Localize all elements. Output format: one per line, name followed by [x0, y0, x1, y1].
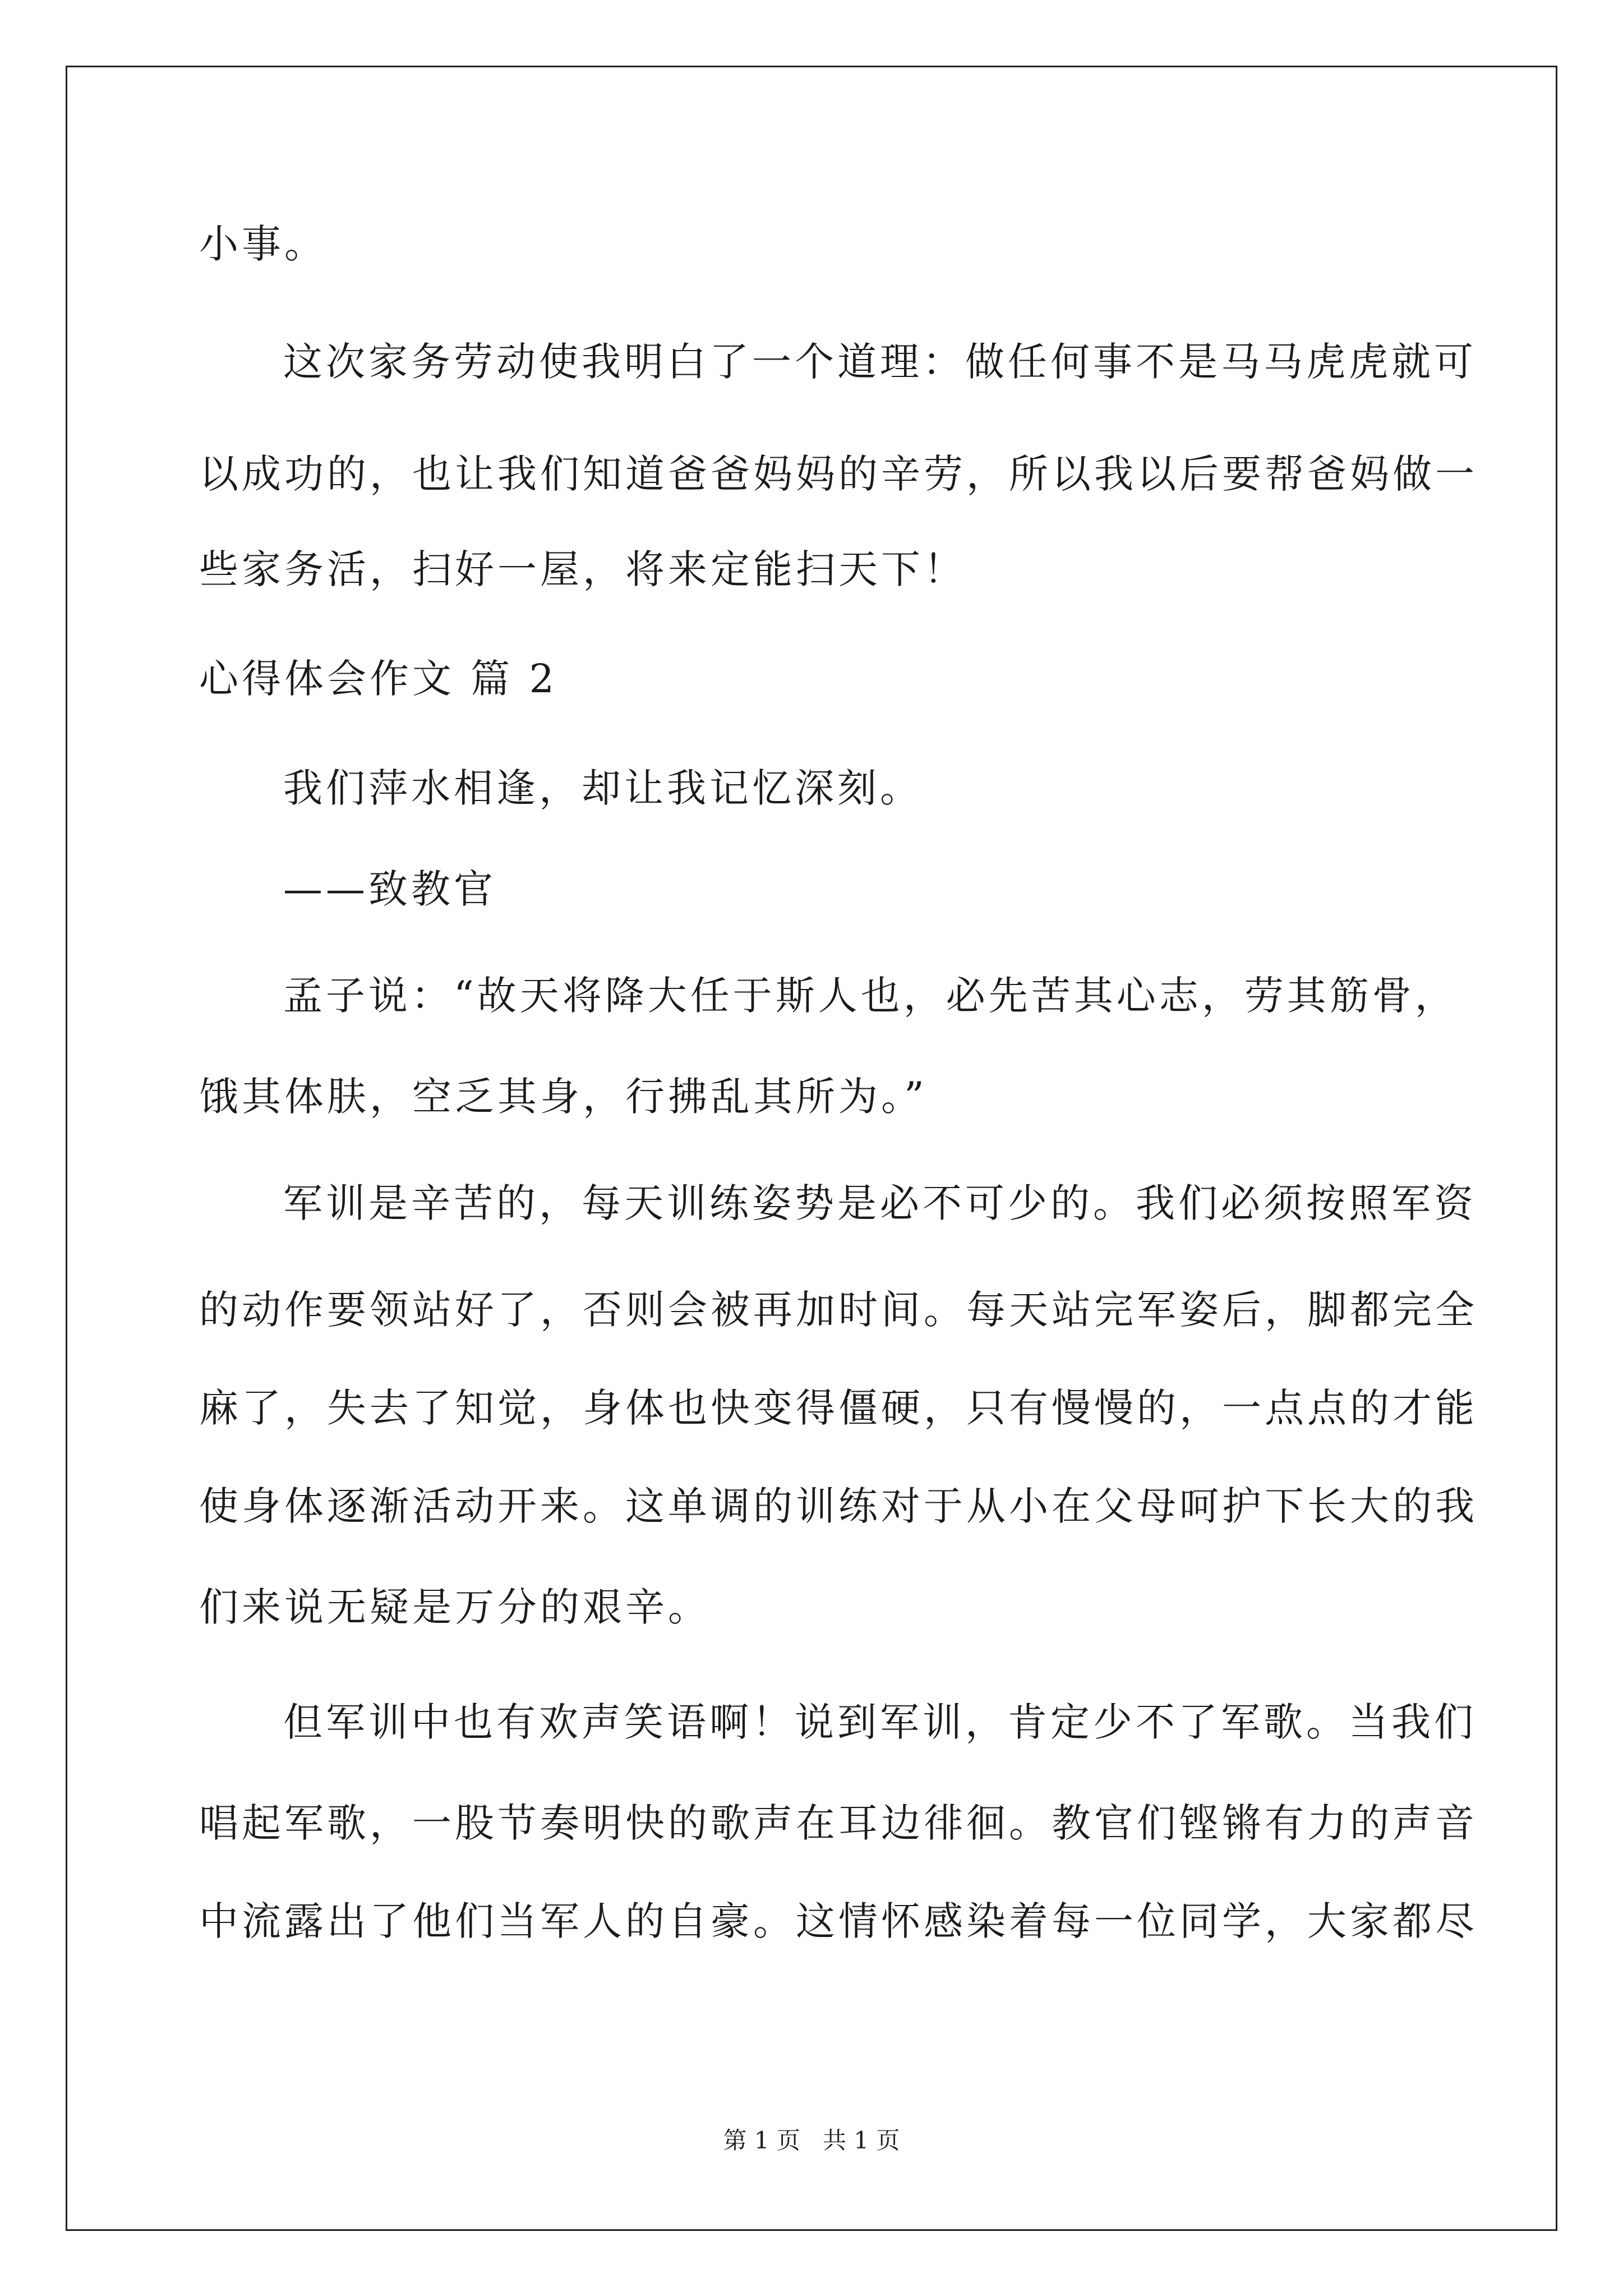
text-line-12: 麻了，失去了知觉，身体也快变得僵硬，只有慢慢的，一点点的才能 — [199, 1385, 1478, 1431]
text-line-11: 的动作要领站好了，否则会被再加时间。每天站完军姿后，脚都完全 — [199, 1287, 1478, 1333]
text-line-16: 唱起军歌，一股节奏明快的歌声在耳边徘徊。教官们铿锵有力的声音 — [199, 1800, 1478, 1846]
text-line-9: 饿其体肤，空乏其身，行拂乱其所为。” — [199, 1074, 928, 1120]
text-line-1: 小事。 — [199, 221, 327, 267]
text-line-8: 孟子说：“故天将降大任于斯人也，必先苦其心志，劳其筋骨， — [283, 973, 1458, 1019]
text-line-13: 使身体逐渐活动开来。这单调的训练对于从小在父母呵护下长大的我 — [199, 1483, 1478, 1529]
text-line-14: 们来说无疑是万分的艰辛。 — [199, 1584, 711, 1630]
text-line-15: 但军训中也有欢声笑语啊！说到军训，肯定少不了军歌。当我们 — [283, 1699, 1477, 1745]
text-line-17: 中流露出了他们当军人的自豪。这情怀感染着每一位同学，大家都尽 — [199, 1898, 1478, 1944]
text-line-4: 些家务活，扫好一屋，将来定能扫天下！ — [199, 546, 966, 592]
text-line-2: 这次家务劳动使我明白了一个道理：做任何事不是马马虎虎就可 — [283, 339, 1477, 385]
text-line-6: 我们萍水相逢，却让我记忆深刻。 — [283, 765, 923, 811]
text-line-3: 以成功的，也让我们知道爸爸妈妈的辛劳，所以我以后要帮爸妈做一 — [199, 451, 1478, 497]
page-number-footer: 第 1 页 共 1 页 — [723, 2127, 900, 2154]
text-line-10: 军训是辛苦的，每天训练姿势是必不可少的。我们必须按照军资 — [283, 1180, 1477, 1226]
text-line-7: ——致教官 — [283, 866, 496, 912]
section-heading: 心得体会作文 篇 2 — [199, 656, 558, 702]
